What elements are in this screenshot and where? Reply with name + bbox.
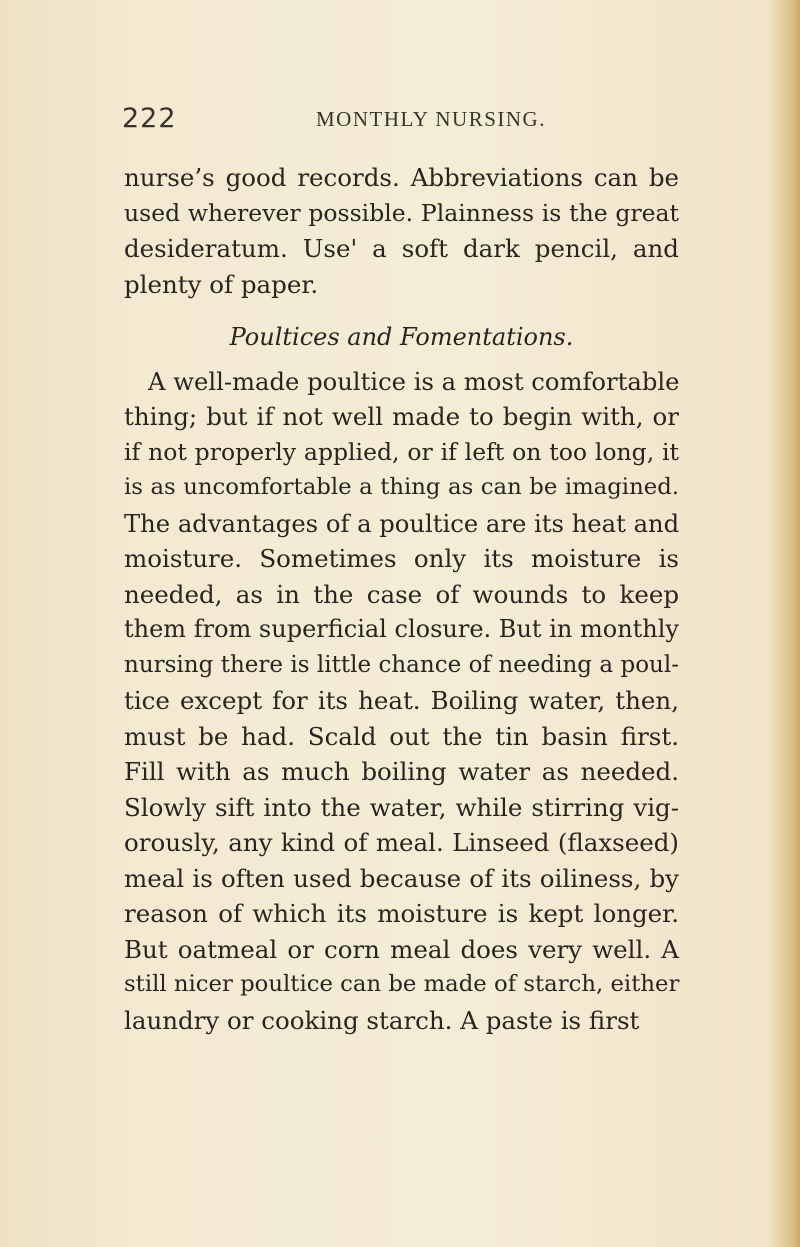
text-line: But oatmeal or corn meal does very well. A [124,934,679,964]
text-line: is as uncomfortable a thing as can be imagined. [124,474,679,500]
text-line: orously, any kind of meal. Linseed (flaxseed) [124,828,679,857]
text-line: nursing there is little chance of needing a poul- [124,651,679,678]
text-line: tice except for its heat. Boiling water, then, [124,686,679,715]
running-head [122,103,682,135]
body-text [124,160,679,1038]
text-line: desideratum. Use' a soft dark pencil, and [124,234,679,263]
text-line: Fill with as much boiling water as needed. [124,757,679,786]
running-title: MONTHLY NURSING. [316,107,546,131]
text-line: Slowly sift into the water, while stirring vig- [124,792,679,822]
text-line: moisture. Sometimes only its moisture is [124,544,679,573]
paragraph-1 [124,160,679,302]
section-heading: Poultices and Fomentations. [229,323,574,351]
text-line: A well-made poultice is a most comfortable [148,366,680,396]
text-line: needed, as in the case of wounds to keep [124,579,679,609]
text-line: thing; but if not well made to begin with, or [124,402,679,431]
paragraph-2 [124,364,679,1039]
page-number: 222 [122,103,177,134]
text-line: if not properly applied, or if left on too long, it [124,437,679,466]
text-line: must be had. Scald out the tin basin first. [124,721,679,751]
text-line: laundry or cooking starch. A paste is first [124,1005,640,1035]
text-line: meal is often used because of its oiliness, by [124,863,679,893]
text-line: plenty of paper. [124,269,319,299]
text-line: still nicer poultice can be made of starch, either [124,971,680,997]
text-line: nurse’s good records. Abbreviations can be [124,163,679,192]
text-line: reason of which its moisture is kept longer. [124,899,679,928]
text-line: used wherever possible. Plainness is the great [124,198,679,227]
text-line: The advantages of a poultice are its heat and [124,508,680,538]
text-line: them from superficial closure. But in monthly [124,615,679,643]
